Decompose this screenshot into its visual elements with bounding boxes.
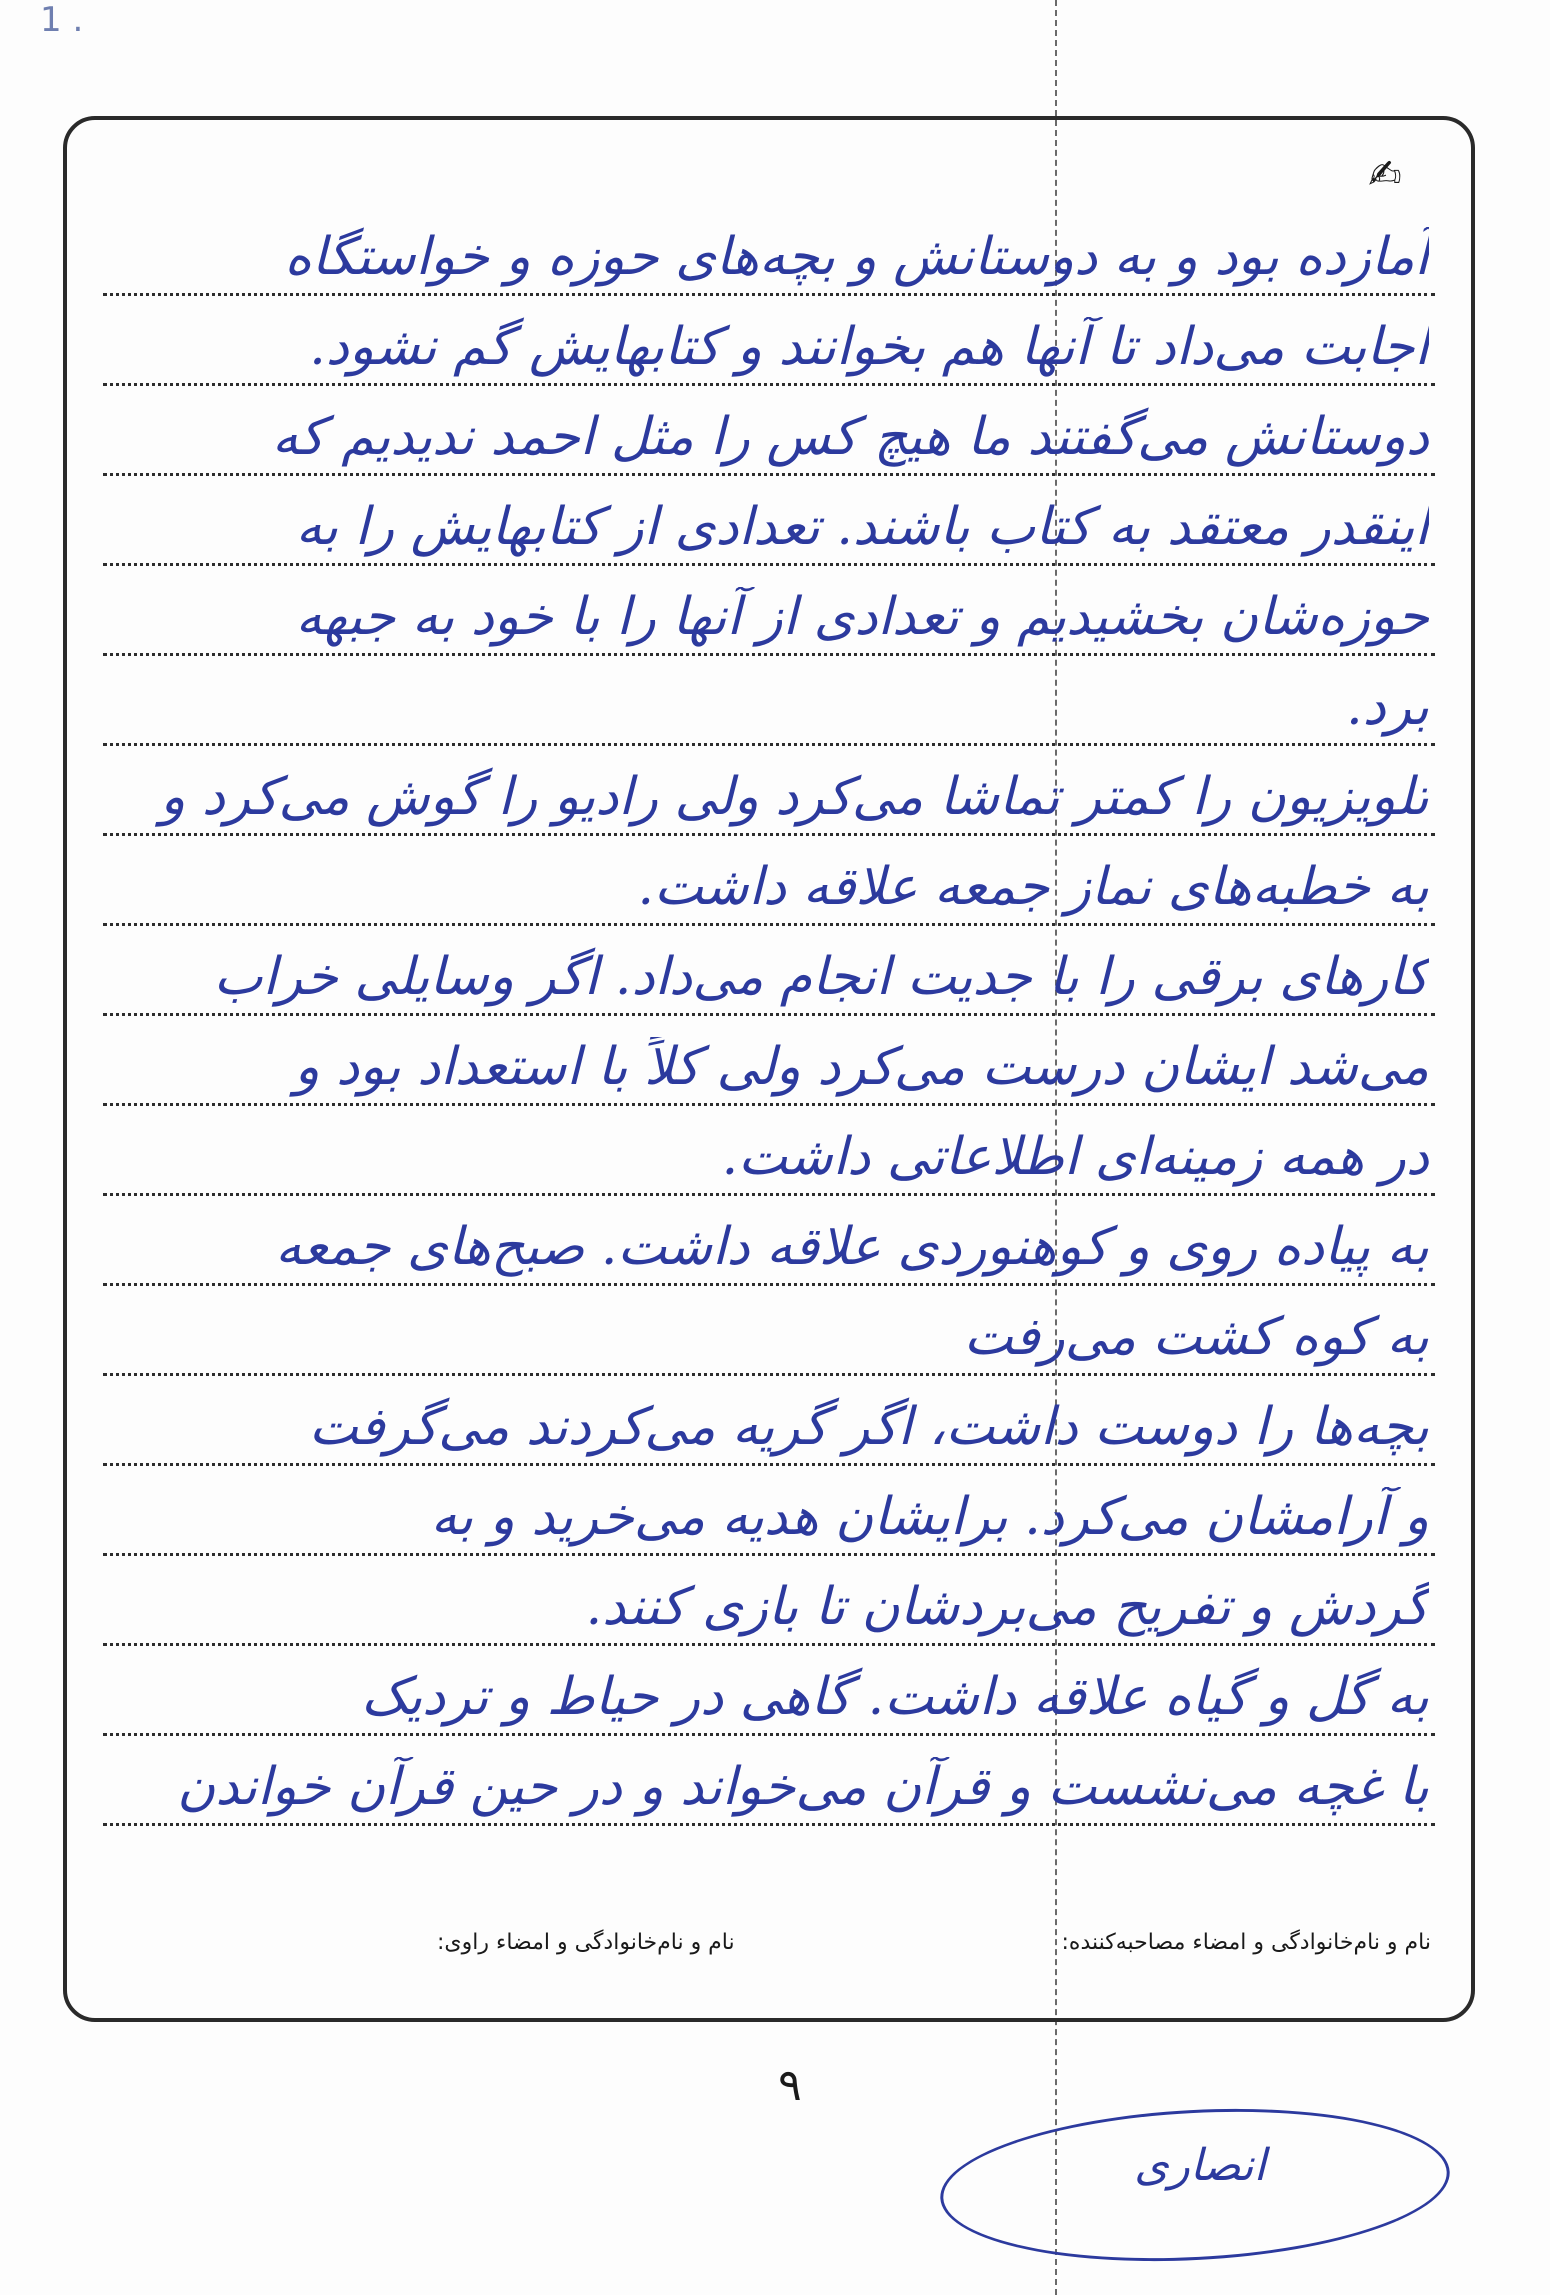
line-15 (103, 1466, 1435, 1556)
line-5 (103, 566, 1435, 656)
line-text: در همه زمینه‌ای اطلاعاتی داشت. (721, 1127, 1429, 1187)
line-18 (103, 1736, 1435, 1826)
line-text: کارهای برقی را با جدیت انجام می‌داد. اگر وسایلی خراب (213, 947, 1429, 1007)
page-number: ۹ (778, 2060, 802, 2111)
line-12 (103, 1196, 1435, 1286)
line-text: می‌شد ایشان درست می‌کرد ولی کلاً با استعداد بود و (294, 1037, 1429, 1097)
line-6 (103, 656, 1435, 746)
line-text: حوزه‌شان بخشیدیم و تعدادی از آنها را با خود به جبهه (295, 587, 1429, 647)
line-3 (103, 386, 1435, 476)
pen-icon: ✍ (1368, 152, 1402, 198)
line-text: به گل و گیاه علاقه داشت. گاهی در حیاط و تردیک (361, 1667, 1429, 1727)
line-17 (103, 1646, 1435, 1736)
line-11 (103, 1106, 1435, 1196)
line-text: تلویزیون را کمتر تماشا می‌کرد ولی رادیو را گوش می‌کرد و (160, 767, 1429, 827)
line-8 (103, 836, 1435, 926)
narrator-label: نام و نام‌خانوادگی و امضاء راوی: (437, 1930, 735, 1955)
line-text: اجابت می‌داد تا آنها هم بخوانند و کتابهایش گم نشود. (309, 317, 1429, 377)
line-text: برد. (1346, 677, 1429, 737)
interviewer-label: نام و نام‌خانوادگی و امضاء مصاحبه‌کننده: (1061, 1930, 1431, 1955)
corner-mark: 1 . (40, 0, 84, 40)
line-10 (103, 1016, 1435, 1106)
line-text: به کوه کشت می‌رفت (963, 1307, 1429, 1367)
page-frame (63, 116, 1475, 2022)
line-1 (103, 206, 1435, 296)
line-14 (103, 1376, 1435, 1466)
line-text: اینقدر معتقد به کتاب باشند. تعدادی از کتابهایش را به (295, 497, 1429, 557)
line-16 (103, 1556, 1435, 1646)
line-text: دوستانش می‌گفتند ما هیچ کس را مثل احمد ندیدیم که (272, 407, 1429, 467)
line-7 (103, 746, 1435, 836)
line-text: بچه‌ها را دوست داشت، اگر گریه می‌کردند می‌گرفت (308, 1397, 1429, 1457)
handwritten-signature: انصاری (1134, 2140, 1266, 2191)
signature-footer (107, 1920, 1431, 1980)
line-text: با غچه می‌نشست و قرآن می‌خواند و در حین قرآن خواندن (177, 1757, 1429, 1817)
line-text: آمازده بود و به دوستانش و بچه‌های حوزه و خواستگاه (284, 227, 1429, 287)
line-13 (103, 1286, 1435, 1376)
line-9 (103, 926, 1435, 1016)
line-text: گردش و تفریح می‌بردشان تا بازی کنند. (585, 1577, 1429, 1637)
line-text: به خطبه‌های نماز جمعه علاقه داشت. (637, 857, 1429, 917)
line-text: به پیاده روی و کوهنوردی علاقه داشت. صبح‌های جمعه (275, 1217, 1429, 1277)
line-4 (103, 476, 1435, 566)
handwritten-lines (103, 206, 1435, 1826)
line-2 (103, 296, 1435, 386)
line-text: و آرامشان می‌کرد. برایشان هدیه می‌خرید و به (430, 1487, 1429, 1547)
